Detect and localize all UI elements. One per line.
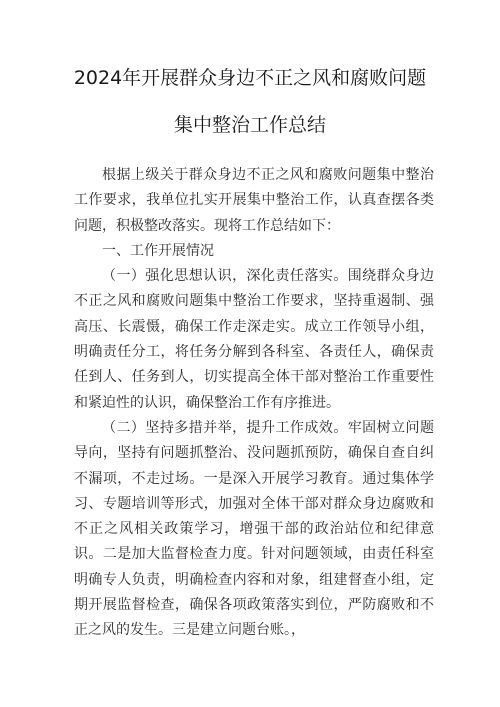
document-title-line2: 集中整治工作总结 [173, 114, 326, 136]
intro-paragraph: 根据上级关于群众身边不正之风和腐败问题集中整治工作要求，我单位扎实开展集中整治工作，认真查摆各类问题，积极整改落实。现将工作总结如下： [74, 167, 434, 234]
section-heading: 一、工作开展情况 [102, 242, 214, 259]
paragraph-2: （二）坚持多措并举，提升工作成效。牢固树立问题导向，坚持有问题抓整治、没问题抓预防，确保自查自纠不漏项，不走过场。一是深入开展学习教育。通过集体学习、专题培训等形式，加强对全体干部对群众身边腐败和不正之风相关政策学习，增强干部的政治站位和纪律意识。二是加大监督检查力度。针对问题领域，由责任科室明确专人负责，明确检查内容和对象，组建督查小组，定期开展监督检查，确保各项政策落实到位，严防腐败和不正之风的发生。三是建立问题台账。， [74, 419, 434, 639]
document-body [74, 163, 434, 644]
document-title-line1: 2024年开展群众身边不正之风和腐败问题 [73, 67, 427, 89]
paragraph-1: （一）强化思想认识，深化责任落实。围绕群众身边不正之风和腐败问题集中整治工作要求，坚持重遏制、强高压、长震慑，确保工作走深走实。成立工作领导小组，明确责任分工，将任务分解到各科室、各责任人，确保责任到人、任务到人，切实提高全体干部对整治工作重要性和紧迫性的认识，确保整治工作有序推进。 [74, 268, 434, 411]
